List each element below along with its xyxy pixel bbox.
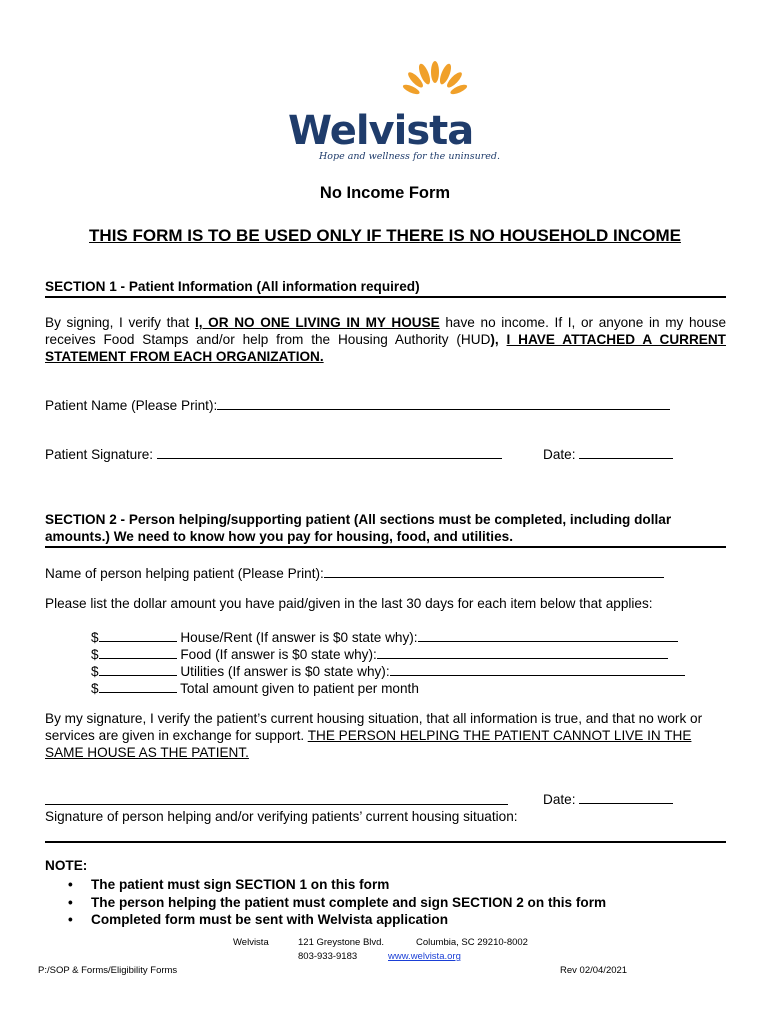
food-amount-field[interactable] bbox=[99, 646, 177, 659]
list-item bbox=[68, 876, 606, 894]
helper-signature-field[interactable] bbox=[45, 791, 508, 805]
statement-part-a: By signing, I verify that bbox=[45, 315, 195, 330]
total-label: Total amount given to patient per month bbox=[180, 681, 419, 696]
dollar-sign: $ bbox=[91, 664, 99, 679]
bullet-icon: • bbox=[68, 877, 73, 892]
bullet-icon: • bbox=[68, 894, 73, 910]
dollar-sign: $ bbox=[91, 681, 99, 696]
list-item bbox=[68, 911, 606, 929]
footer-phone: 803-933-9183 bbox=[298, 951, 358, 962]
patient-name-row bbox=[45, 397, 670, 413]
patient-name-label: Patient Name (Please Print): bbox=[45, 398, 218, 413]
sunburst-icon bbox=[390, 60, 480, 110]
total-amount-field[interactable] bbox=[99, 680, 177, 693]
list-item bbox=[68, 894, 606, 912]
bullet-icon: • bbox=[68, 912, 73, 927]
utilities-amount-field[interactable] bbox=[99, 663, 177, 676]
logo-wordmark: Welvista bbox=[288, 108, 474, 154]
patient-signature-label: Patient Signature: bbox=[45, 447, 157, 462]
house-rent-amount-field[interactable] bbox=[99, 629, 177, 642]
helper-date-label: Date: bbox=[543, 792, 580, 807]
helper-signature-caption: Signature of person helping and/or verifying patients’ current housing situation: bbox=[45, 809, 518, 824]
note-item-text: The patient must sign SECTION 1 on this form bbox=[91, 877, 390, 892]
amount-instruction: Please list the dollar amount you have paid/given in the last 30 days for each item below that applies: bbox=[45, 596, 653, 611]
logo-tagline: Hope and wellness for the uninsured. bbox=[319, 151, 500, 162]
house-rent-reason-field[interactable] bbox=[418, 629, 678, 642]
helper-date-field[interactable] bbox=[579, 791, 673, 804]
helper-verification bbox=[45, 710, 726, 761]
form-subtitle: THIS FORM IS TO BE USED ONLY IF THERE IS NO HOUSEHOLD INCOME bbox=[89, 226, 681, 245]
note-heading: NOTE: bbox=[45, 858, 88, 873]
item-utilities bbox=[91, 663, 685, 680]
footer-city: Columbia, SC 29210-8002 bbox=[416, 937, 528, 948]
patient-date-label: Date: bbox=[543, 447, 580, 462]
note-item-text: The person helping the patient must complete and sign SECTION 2 on this form bbox=[91, 894, 607, 910]
patient-date-field[interactable] bbox=[579, 446, 673, 459]
note-item-text: Completed form must be sent with Welvista application bbox=[91, 912, 449, 927]
helper-date-row bbox=[543, 791, 673, 807]
section1-heading: SECTION 1 - Patient Information (All information required) bbox=[45, 278, 726, 298]
house-rent-label: House/Rent (If answer is $0 state why): bbox=[180, 630, 418, 645]
patient-signature-row bbox=[45, 446, 502, 462]
section2-heading: SECTION 2 - Person helping/supporting patient (All sections must be completed, including dollar amounts.) We need to know how you pay for housing, food, and utilities. bbox=[45, 511, 726, 548]
utilities-label: Utilities (If answer is $0 state why): bbox=[180, 664, 390, 679]
footer-org: Welvista bbox=[233, 937, 269, 948]
note-list bbox=[68, 876, 606, 929]
patient-signature-field[interactable] bbox=[157, 446, 502, 459]
patient-date-row bbox=[543, 446, 673, 462]
note-divider bbox=[45, 841, 726, 843]
item-total bbox=[91, 680, 419, 697]
welvista-logo bbox=[288, 60, 500, 166]
footer-path: P:/SOP & Forms/Eligibility Forms bbox=[38, 965, 178, 976]
food-reason-field[interactable] bbox=[377, 646, 668, 659]
statement-part-c: have no income. If I, or anyone in my house receives Food Stamps and/or help from the Housing Authority (HUD bbox=[45, 315, 727, 347]
helper-name-row bbox=[45, 565, 664, 581]
helper-name-field[interactable] bbox=[324, 565, 664, 578]
footer-revision: Rev 02/04/2021 bbox=[560, 965, 628, 976]
form-title: No Income Form bbox=[319, 184, 451, 202]
utilities-reason-field[interactable] bbox=[390, 663, 685, 676]
statement-part-d: ), bbox=[490, 332, 507, 347]
section1-statement bbox=[45, 314, 726, 365]
footer-website-link[interactable]: www.welvista.org bbox=[388, 951, 461, 962]
statement-part-e: I HAVE ATTACHED A CURRENT STATEMENT FROM EACH ORGANIZATION. bbox=[45, 332, 726, 364]
verification-text: By my signature, I verify the patient’s current housing situation, that all information is true, and that no work or services are given in exchange for support. bbox=[45, 711, 703, 743]
footer-address: 121 Greystone Blvd. bbox=[298, 937, 385, 948]
item-food bbox=[91, 646, 668, 663]
item-house-rent bbox=[91, 629, 678, 646]
helper-name-label: Name of person helping patient (Please Print): bbox=[45, 566, 324, 581]
dollar-sign: $ bbox=[91, 647, 99, 662]
dollar-sign: $ bbox=[91, 630, 99, 645]
patient-name-field[interactable] bbox=[217, 397, 670, 410]
food-label: Food (If answer is $0 state why): bbox=[180, 647, 377, 662]
verification-warning: THE PERSON HELPING THE PATIENT CANNOT LIVE IN THE SAME HOUSE AS THE PATIENT. bbox=[45, 728, 692, 760]
statement-part-b: I, OR NO ONE LIVING IN MY HOUSE bbox=[194, 315, 440, 330]
